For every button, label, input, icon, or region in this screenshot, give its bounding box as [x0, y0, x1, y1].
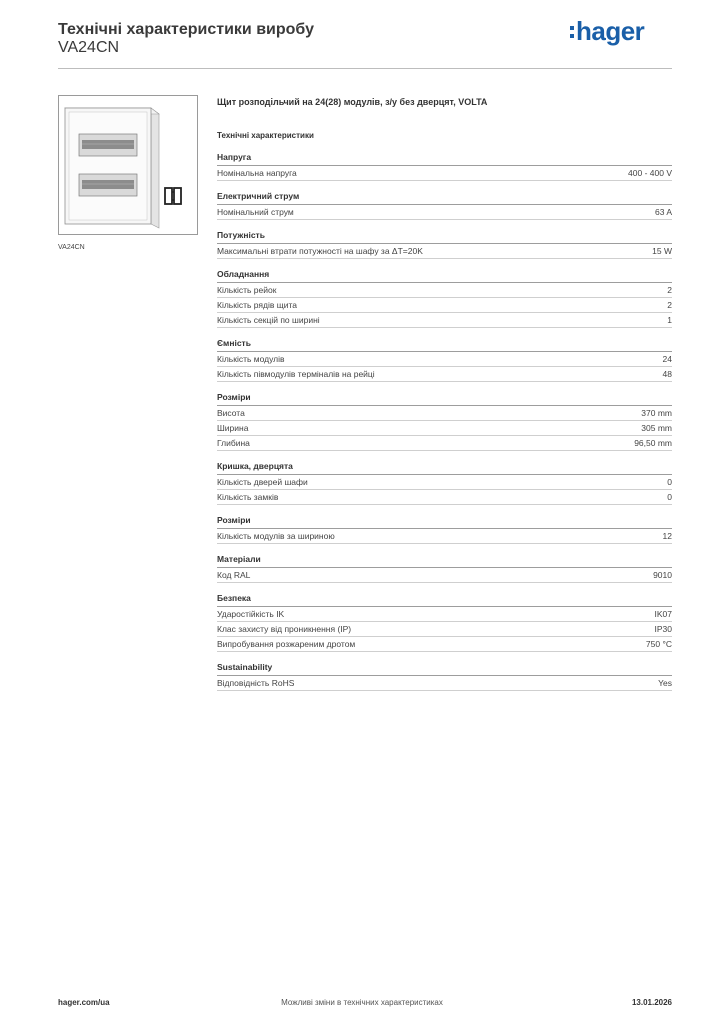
specification-block — [217, 95, 672, 691]
header-divider — [58, 68, 672, 69]
spec-label: Номінальний струм — [217, 207, 294, 217]
spec-value: IP30 — [654, 624, 672, 634]
spec-value: IK07 — [654, 609, 672, 619]
spec-row — [217, 421, 672, 436]
spec-value: 12 — [662, 531, 672, 541]
logo-text: hager — [576, 16, 645, 46]
spec-label: Код RAL — [217, 570, 251, 580]
section-heading: Матеріали — [217, 553, 672, 568]
section-heading: Потужність — [217, 229, 672, 244]
section-heading: Електричний струм — [217, 190, 672, 205]
spec-value: 15 W — [652, 246, 672, 256]
section-heading: Sustainability — [217, 661, 672, 676]
spec-section — [217, 661, 672, 691]
spec-row — [217, 244, 672, 259]
spec-label: Кількість півмодулів терміналів на рейці — [217, 369, 375, 379]
spec-value: 0 — [667, 477, 672, 487]
footer-note: Можливі зміни в технічних характеристиках — [281, 998, 443, 1007]
spec-label: Випробування розжареним дротом — [217, 639, 356, 649]
spec-value: 400 - 400 V — [628, 168, 672, 178]
spec-row — [217, 637, 672, 652]
spec-row — [217, 352, 672, 367]
spec-section — [217, 151, 672, 181]
spec-subtitle: Технічні характеристики — [217, 131, 314, 140]
spec-section — [217, 553, 672, 583]
spec-label: Клас захисту від проникнення (IP) — [217, 624, 352, 634]
spec-value: 1 — [667, 315, 672, 325]
spec-value: Yes — [658, 678, 672, 688]
spec-value: 63 A — [654, 207, 672, 217]
spec-row — [217, 436, 672, 451]
spec-value: 9010 — [653, 570, 672, 580]
section-heading: Ємність — [217, 337, 672, 352]
spec-row — [217, 568, 672, 583]
spec-label: Кількість рейок — [217, 285, 277, 295]
spec-row — [217, 607, 672, 622]
spec-label: Кількість модулів — [217, 354, 285, 364]
section-heading: Розміри — [217, 514, 672, 529]
spec-value: 370 mm — [641, 408, 672, 418]
hager-logo — [570, 16, 644, 47]
spec-value: 24 — [662, 354, 672, 364]
footer-website: hager.com/ua — [58, 998, 110, 1007]
product-description: Щит розподільчий на 24(28) модулів, з/у без дверцят, VOLTA — [217, 97, 488, 107]
section-heading: Обладнання — [217, 268, 672, 283]
section-heading: Безпека — [217, 592, 672, 607]
spec-value: 750 °C — [645, 639, 672, 649]
spec-section — [217, 337, 672, 382]
spec-row — [217, 283, 672, 298]
spec-row — [217, 490, 672, 505]
footer-date: 13.01.2026 — [631, 998, 672, 1007]
spec-row — [217, 166, 672, 181]
spec-section — [217, 592, 672, 652]
spec-label: Ударостійкість IK — [217, 609, 285, 619]
spec-value: 305 mm — [641, 423, 672, 433]
spec-label: Кількість модулів за шириною — [217, 531, 335, 541]
spec-sections — [217, 151, 672, 691]
spec-label: Максимальні втрати потужності на шафу за ΔT=20K — [217, 246, 423, 256]
spec-row — [217, 676, 672, 691]
spec-section — [217, 268, 672, 328]
spec-label: Висота — [217, 408, 245, 418]
spec-label: Номінальна напруга — [217, 168, 297, 178]
spec-row — [217, 205, 672, 220]
spec-row — [217, 298, 672, 313]
distribution-board-illustration — [59, 96, 197, 234]
spec-section — [217, 460, 672, 505]
spec-section — [217, 391, 672, 451]
spec-section — [217, 190, 672, 220]
spec-label: Кількість секцій по ширині — [217, 315, 320, 325]
spec-label: Відповідність RoHS — [217, 678, 295, 688]
spec-value: 2 — [667, 285, 672, 295]
section-heading: Напруга — [217, 151, 672, 166]
spec-section — [217, 514, 672, 544]
spec-row — [217, 367, 672, 382]
spec-row — [217, 529, 672, 544]
spec-row — [217, 622, 672, 637]
logo-dots-icon — [570, 26, 574, 38]
product-image-caption: VA24CN — [58, 244, 85, 251]
product-code: VA24CN — [58, 39, 120, 56]
spec-label: Кількість дверей шафи — [217, 477, 308, 487]
spec-label: Кількість рядів щита — [217, 300, 297, 310]
spec-section — [217, 229, 672, 259]
spec-value: 96,50 mm — [634, 438, 672, 448]
spec-value: 48 — [662, 369, 672, 379]
spec-label: Ширина — [217, 423, 249, 433]
spec-row — [217, 475, 672, 490]
spec-value: 2 — [667, 300, 672, 310]
spec-value: 0 — [667, 492, 672, 502]
spec-label: Глибина — [217, 438, 250, 448]
section-heading: Розміри — [217, 391, 672, 406]
spec-row — [217, 406, 672, 421]
spec-label: Кількість замків — [217, 492, 279, 502]
document-title: Технічні характеристики виробу — [58, 21, 314, 38]
product-image — [58, 95, 198, 235]
section-heading: Кришка, дверцята — [217, 460, 672, 475]
spec-row — [217, 313, 672, 328]
